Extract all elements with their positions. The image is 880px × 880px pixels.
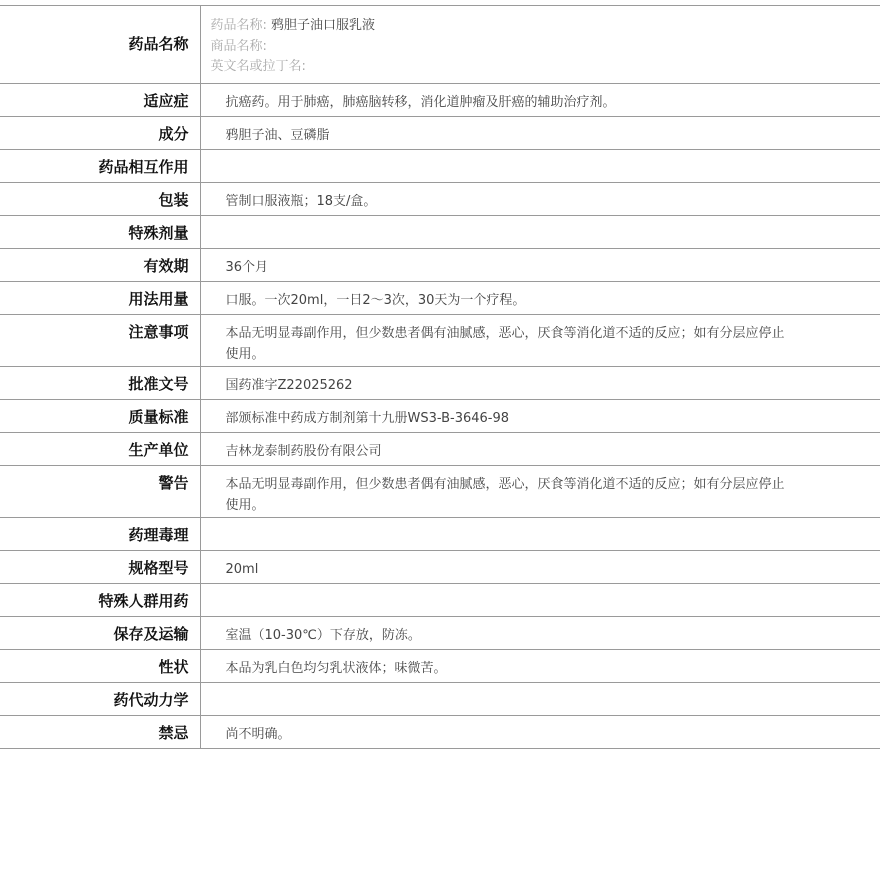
row-label: 药代动力学 bbox=[0, 683, 200, 716]
row-value: 管制口服液瓶；18支/盒。 bbox=[200, 183, 880, 216]
spec-row bbox=[0, 315, 880, 367]
row-value: 吉林龙泰制药股份有限公司 bbox=[200, 433, 880, 466]
row-value: 部颁标准中药成方制剂第十九册WS3-B-3646-98 bbox=[200, 400, 880, 433]
row-value: 本品无明显毒副作用，但少数患者偶有油腻感，恶心，厌食等消化道不适的反应；如有分层应停止使用。 bbox=[200, 466, 880, 518]
row-label: 有效期 bbox=[0, 249, 200, 282]
row-label: 保存及运输 bbox=[0, 617, 200, 650]
row-value: 室温（10-30℃）下存放，防冻。 bbox=[200, 617, 880, 650]
row-value bbox=[200, 683, 880, 716]
generic-name-value: 鸦胆子油口服乳液 bbox=[271, 18, 376, 33]
row-label: 药品名称 bbox=[0, 6, 200, 84]
spec-row bbox=[0, 150, 880, 183]
drug-spec-table bbox=[0, 5, 880, 749]
spec-row bbox=[0, 551, 880, 584]
row-value: 口服。一次20ml，一日2～3次，30天为一个疗程。 bbox=[200, 282, 880, 315]
row-label: 用法用量 bbox=[0, 282, 200, 315]
spec-row bbox=[0, 117, 880, 150]
spec-row-drug-name bbox=[0, 6, 880, 84]
row-value: 本品为乳白色均匀乳状液体；味微苦。 bbox=[200, 650, 880, 683]
trade-name-key: 商品名称: bbox=[210, 38, 267, 54]
row-label: 规格型号 bbox=[0, 551, 200, 584]
row-label: 质量标准 bbox=[0, 400, 200, 433]
row-value bbox=[200, 216, 880, 249]
spec-row bbox=[0, 84, 880, 117]
spec-row bbox=[0, 683, 880, 716]
row-label: 药理毒理 bbox=[0, 518, 200, 551]
english-name-key: 英文名或拉丁名: bbox=[210, 59, 306, 74]
spec-row bbox=[0, 249, 880, 282]
row-label: 生产单位 bbox=[0, 433, 200, 466]
row-label: 适应症 bbox=[0, 84, 200, 117]
spec-row bbox=[0, 433, 880, 466]
spec-row bbox=[0, 216, 880, 249]
spec-row bbox=[0, 282, 880, 315]
row-label: 性状 bbox=[0, 650, 200, 683]
row-label: 特殊人群用药 bbox=[0, 584, 200, 617]
row-value bbox=[200, 150, 880, 183]
spec-row bbox=[0, 400, 880, 433]
spec-row bbox=[0, 716, 880, 749]
row-label: 禁忌 bbox=[0, 716, 200, 749]
row-value: 尚不明确。 bbox=[200, 716, 880, 749]
row-label: 药品相互作用 bbox=[0, 150, 200, 183]
spec-row bbox=[0, 650, 880, 683]
row-value: 本品无明显毒副作用，但少数患者偶有油腻感，恶心，厌食等消化道不适的反应；如有分层应停止使用。 bbox=[200, 315, 880, 367]
row-label: 注意事项 bbox=[0, 315, 200, 367]
row-label: 特殊剂量 bbox=[0, 216, 200, 249]
spec-row bbox=[0, 617, 880, 650]
spec-row bbox=[0, 518, 880, 551]
row-value: 20ml bbox=[200, 551, 880, 584]
row-value: 鸦胆子油、豆磷脂 bbox=[200, 117, 880, 150]
row-label: 成分 bbox=[0, 117, 200, 150]
row-label: 包装 bbox=[0, 183, 200, 216]
drug-spec-body bbox=[0, 6, 880, 749]
row-value bbox=[200, 518, 880, 551]
spec-row bbox=[0, 183, 880, 216]
generic-name-key: 药品名称: bbox=[210, 18, 267, 33]
row-label: 批准文号 bbox=[0, 367, 200, 400]
spec-row bbox=[0, 466, 880, 518]
row-label: 警告 bbox=[0, 466, 200, 518]
drug-name-cell bbox=[200, 6, 880, 84]
spec-row bbox=[0, 584, 880, 617]
spec-row bbox=[0, 367, 880, 400]
row-value bbox=[200, 584, 880, 617]
row-value: 国药准字Z22025262 bbox=[200, 367, 880, 400]
row-value: 抗癌药。用于肺癌，肺癌脑转移，消化道肿瘤及肝癌的辅助治疗剂。 bbox=[200, 84, 880, 117]
generic-name-line bbox=[211, 16, 791, 37]
row-value: 36个月 bbox=[200, 249, 880, 282]
